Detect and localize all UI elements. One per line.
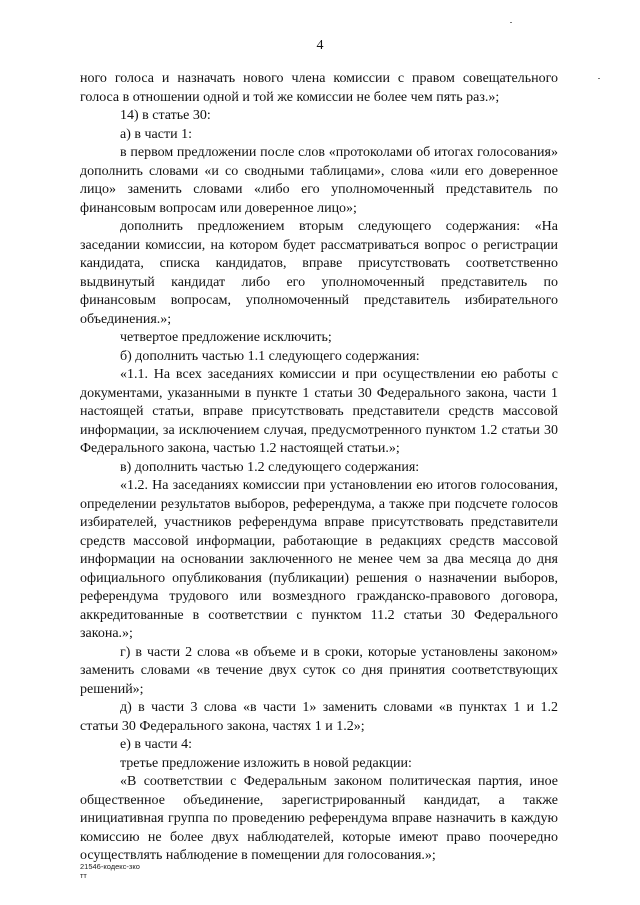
scan-speck — [510, 22, 512, 23]
footer-file-code: 21546-кодекс-зко — [80, 862, 140, 871]
paragraph: д) в части 3 слова «в части 1» заменить словами «в пунктах 1 и 1.2 статьи 30 Федерального закона, частях 1 и 1.2»; — [80, 700, 558, 734]
paragraph: дополнить предложением вторым следующего содержания: «На заседании комиссии, на котором будет рассматриваться вопрос о регистрации кандидата, списка кандидатов, вправе присутствовать соответственно выдвинутый кандидат либо его уполномоченный представитель по финансовым вопросам, уполномоченный представитель избирательного объединения.»; — [80, 219, 558, 327]
paragraph: четвертое предложение исключить; — [120, 330, 332, 345]
paragraph: 14) в статье 30: — [120, 108, 211, 123]
footer-initials: тт — [80, 871, 87, 880]
paragraph: г) в части 2 слова «в объеме и в сроки, которые установлены законом» заменить словами «в течение двух суток со дня принятия соответствующих решений»; — [80, 644, 558, 697]
paragraph: е) в части 4: — [120, 737, 192, 752]
paragraph: б) дополнить частью 1.1 следующего содержания: — [120, 348, 420, 364]
scan-speck — [598, 78, 600, 79]
document-body — [80, 70, 558, 866]
paragraph: «1.1. На всех заседаниях комиссии и при осуществлении ею работы с документами, указанными в пункте 1 статьи 30 Федерального закона, части 1 настоящей статьи, вправе присутствовать представители средств массовой информации, за исключением случая, предусмотренного пунктом 1.2 статьи 30 Федерального закона, частью 1.2 настоящей статьи.»; — [80, 367, 558, 456]
paragraph: а) в части 1: — [120, 126, 192, 142]
paragraph: «1.2. На заседаниях комиссии при установлении ею итогов голосования, определении результатов выборов, референдума, а также при подсчете голосов избирателей, участников референдума вправе присутствовать представители средств массовой информации, работающие в редакциях средств массовой информации на основании заключенного не менее чем за два месяца до дня официального опубликования (публикации) решения о назначении выборов, референдума трудового или возмездного гражданско-правового договора, аккредитованные в соответствии с пунктом 11.2 статьи 30 Федерального закона.»; — [80, 478, 558, 641]
paragraph: третье предложение изложить в новой редакции: — [120, 755, 412, 771]
paragraph: в) дополнить частью 1.2 следующего содержания: — [120, 459, 420, 475]
paragraph: ного голоса и назначать нового члена комиссии с правом совещательного голоса в отношении одной и той же комиссии не более чем пять раз.»; — [80, 71, 558, 105]
page-number: 4 — [316, 38, 324, 53]
document-footer — [80, 862, 140, 880]
paragraph: в первом предложении после слов «протоколами об итогах голосования» дополнить словами «и со сводными таблицами», слова «или его доверенное лицо» заменить словами «либо его уполномоченный представитель по финансовым вопросам или доверенное лицо»; — [80, 145, 558, 216]
paragraph: «В соответствии с Федеральным законом политическая партия, иное общественное объединение, зарегистрированный кандидат, а также инициативная группа по проведению референдума вправе назначить в каждую комиссию не более двух наблюдателей, которые имеют право поочередно осуществлять наблюдение в помещении для голосования.»; — [80, 774, 558, 863]
